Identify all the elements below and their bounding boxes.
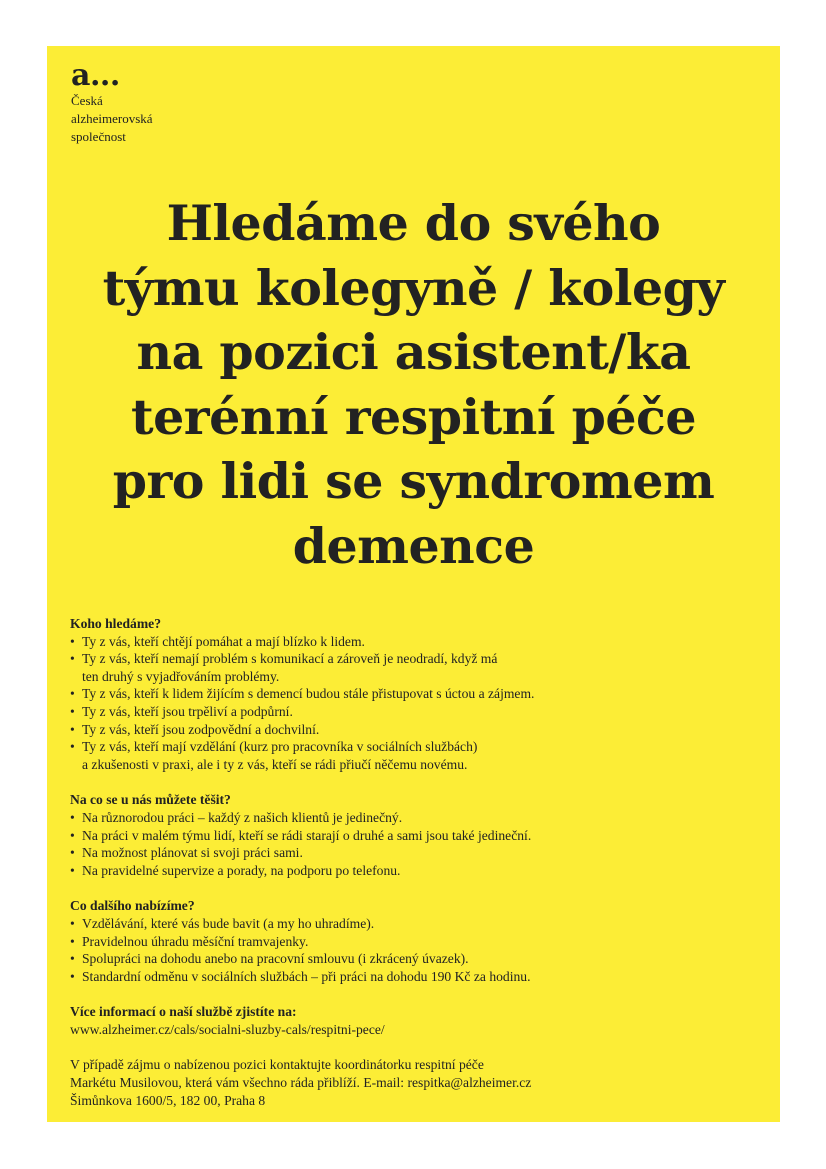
section-more-info bbox=[70, 1003, 760, 1038]
info-title: Více informací o naší službě zjistíte na: bbox=[70, 1004, 297, 1020]
list-item: • Spolupráci na dohodu anebo na pracovní smlouvu (i zkrácený úvazek). bbox=[70, 950, 760, 968]
list-item: • Ty z vás, kteří jsou zodpovědní a dochvilní. bbox=[70, 721, 760, 739]
contact-line: V případě zájmu o nabízenou pozici kontaktujte koordinátorku respitní péče bbox=[70, 1057, 484, 1073]
headline-line: Hledáme do svého bbox=[166, 194, 661, 252]
section-who-we-seek bbox=[70, 615, 760, 773]
headline-line: na pozici asistent/ka bbox=[136, 323, 691, 381]
bullet-list bbox=[70, 915, 760, 985]
section-what-to-look-forward bbox=[70, 791, 760, 879]
headline-line: demence bbox=[292, 516, 535, 575]
list-item: • Na pravidelné supervize a porady, na podporu po telefonu. bbox=[70, 862, 760, 880]
headline-line: pro lidi se syndromem bbox=[112, 452, 715, 510]
info-url[interactable]: www.alzheimer.cz/cals/socialni-sluzby-cals/respitni-pece/ bbox=[70, 1021, 385, 1037]
list-item: • Ty z vás, kteří k lidem žijícím s demencí budou stále přistupovat s úctou a zájmem. bbox=[70, 685, 760, 703]
section-what-we-offer bbox=[70, 897, 760, 985]
list-item: • Ty z vás, kteří nemají problém s komunikací a zároveň je neodradí, když má ten druhý s vyjadřováním problémy. bbox=[70, 650, 760, 685]
headline-line: terénní respitní péče bbox=[130, 387, 697, 446]
list-item: • Standardní odměnu v sociálních službách – při práci na dohodu 190 Kč za hodinu. bbox=[70, 968, 760, 986]
section-title: Co dalšího nabízíme? bbox=[70, 898, 195, 914]
list-item: • Na možnost plánovat si svoji práci sami. bbox=[70, 844, 760, 862]
logo-line: společnost bbox=[71, 129, 126, 144]
list-item: • Pravidelnou úhradu měsíční tramvajenky. bbox=[70, 933, 760, 951]
list-item: • Ty z vás, kteří jsou trpěliví a podpůrní. bbox=[70, 703, 760, 721]
list-item: • Vzdělávání, které vás bude bavit (a my ho uhradíme). bbox=[70, 915, 760, 933]
job-poster bbox=[47, 46, 780, 1122]
section-title: Koho hledáme? bbox=[70, 616, 162, 631]
headline bbox=[57, 191, 770, 578]
bullet-list bbox=[70, 633, 760, 774]
list-item: • Ty z vás, kteří chtějí pomáhat a mají blízko k lidem. bbox=[70, 633, 760, 651]
logo-line: Česká bbox=[71, 93, 103, 108]
bullet-list bbox=[70, 809, 760, 879]
contact-line: Markétu Musilovou, která vám všechno ráda přiblíží. E-mail: respitka@alzheimer.cz bbox=[70, 1075, 532, 1091]
list-item: • Na práci v malém týmu lidí, kteří se rádi starají o druhé a sami jsou také jedineční. bbox=[70, 827, 760, 845]
section-title: Na co se u nás můžete těšit? bbox=[70, 792, 231, 808]
poster-body bbox=[70, 615, 760, 1109]
contact-address: Šimůnkova 1600/5, 182 00, Praha 8 bbox=[70, 1092, 266, 1108]
contact-block bbox=[70, 1056, 760, 1109]
logo-line: alzheimerovská bbox=[71, 111, 153, 126]
organization-logo bbox=[71, 60, 153, 146]
list-item: • Ty z vás, kteří mají vzdělání (kurz pro pracovníka v sociálních službách) a zkušenosti v praxi, ale i ty z vás, kteří se rádi přiučí něčemu novému. bbox=[70, 738, 760, 773]
logo-mark: a... bbox=[71, 58, 120, 93]
list-item: • Na různorodou práci – každý z našich klientů je jedinečný. bbox=[70, 809, 760, 827]
headline-line: týmu kolegyně / kolegy bbox=[102, 258, 725, 317]
